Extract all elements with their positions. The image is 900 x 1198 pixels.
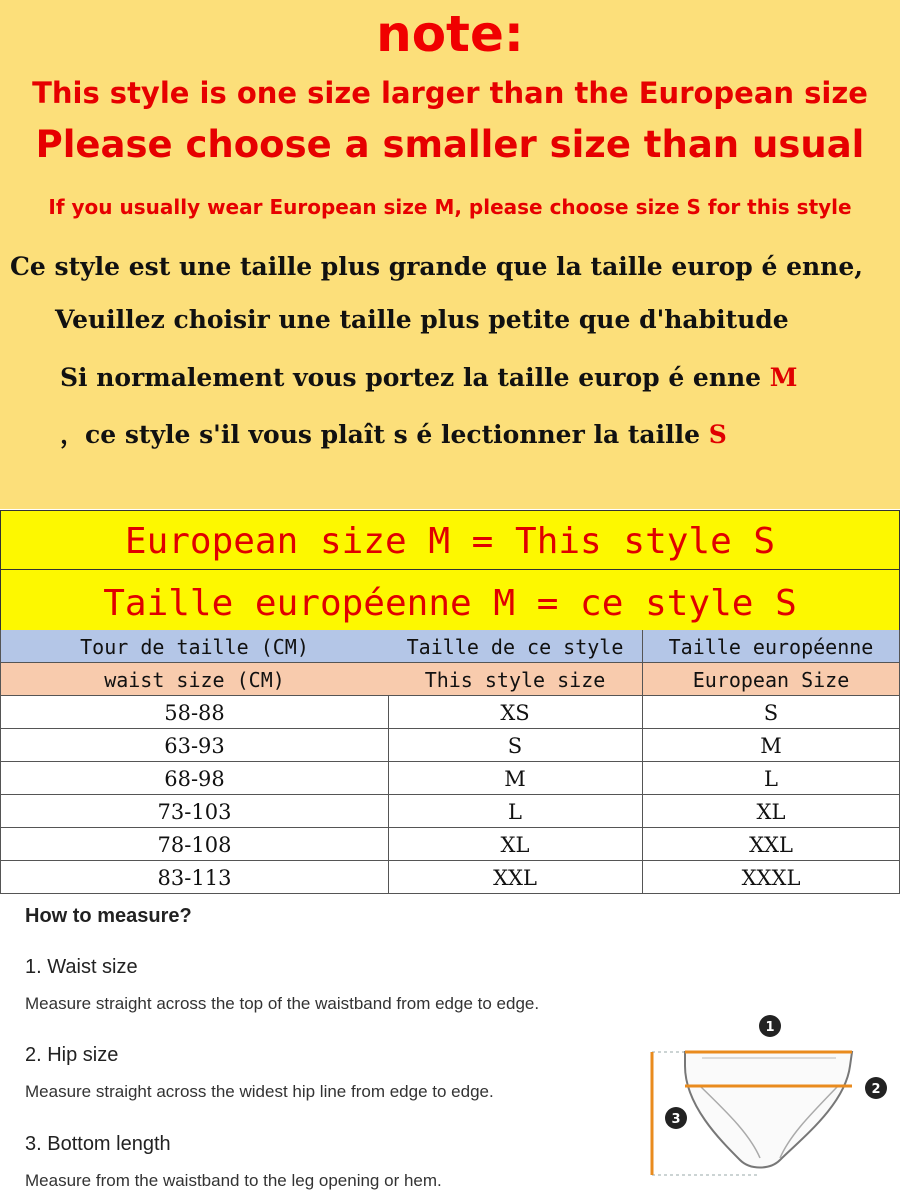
note-french-line-2: Veuillez choisir une taille plus petite que d'habitude: [55, 305, 789, 334]
marker-1-label: 1: [765, 1020, 775, 1035]
step-description-waist: Measure straight across the top of the waistband from edge to edge.: [25, 994, 540, 1013]
table-row: [0, 861, 900, 894]
waist-cell: 73-103: [0, 795, 389, 828]
measure-diagram: [640, 1010, 900, 1198]
european-size-cell: XXXL: [643, 861, 900, 894]
note-title: note:: [376, 5, 524, 63]
table-row: [0, 795, 900, 828]
waist-cell: 78-108: [0, 828, 389, 861]
style-size-cell: S: [388, 729, 643, 762]
step-description-length: Measure from the waistband to the leg opening or hem.: [25, 1171, 442, 1190]
european-size-cell: XXL: [643, 828, 900, 861]
header-cell: Tour de taille (CM): [0, 630, 389, 663]
table-row: [0, 762, 900, 795]
header-cell: This style size: [388, 663, 643, 696]
how-to-measure-title: How to measure?: [25, 905, 192, 927]
table-header-english: [0, 663, 900, 696]
note-french-line-1: Ce style est une taille plus grande que la taille europ é enne,: [10, 252, 863, 281]
step-heading-hip: 2. Hip size: [25, 1044, 119, 1066]
note-english-line-3: If you usually wear European size M, please choose size S for this style: [48, 195, 852, 219]
header-cell: European Size: [643, 663, 900, 696]
note-french-line-4-text: ，ce style s'il vous plaît s é lectionner la taille: [60, 420, 709, 449]
table-header-french: [0, 630, 900, 663]
note-french-size-s: S: [708, 420, 727, 449]
note-french-size-m: M: [769, 363, 798, 392]
style-size-cell: XXL: [388, 861, 643, 894]
style-size-cell: XS: [388, 696, 643, 729]
step-heading-waist: 1. Waist size: [25, 956, 138, 978]
note-english-line-2: Please choose a smaller size than usual: [35, 123, 865, 166]
european-size-cell: XL: [643, 795, 900, 828]
step-description-hip: Measure straight across the widest hip line from edge to edge.: [25, 1082, 494, 1101]
note-french-line-3: [60, 361, 797, 395]
header-cell: Taille européenne: [643, 630, 900, 663]
marker-3-label: 3: [671, 1112, 681, 1127]
banner-english-size-equivalence: European size M = This style S: [0, 510, 900, 570]
waist-cell: 63-93: [0, 729, 389, 762]
header-cell: waist size (CM): [0, 663, 389, 696]
banner-french-size-equivalence: Taille européenne M = ce style S: [0, 569, 900, 631]
style-size-cell: M: [388, 762, 643, 795]
table-row: [0, 729, 900, 762]
style-size-cell: XL: [388, 828, 643, 861]
style-size-cell: L: [388, 795, 643, 828]
header-cell: Taille de ce style: [388, 630, 643, 663]
note-english-line-1: This style is one size larger than the European size: [32, 76, 868, 110]
waist-cell: 58-88: [0, 696, 389, 729]
note-french-line-3-text: Si normalement vous portez la taille europ é enne: [60, 363, 770, 392]
european-size-cell: L: [643, 762, 900, 795]
table-row: [0, 696, 900, 729]
step-heading-length: 3. Bottom length: [25, 1133, 171, 1155]
marker-2-label: 2: [871, 1082, 881, 1097]
european-size-cell: M: [643, 729, 900, 762]
waist-cell: 83-113: [0, 861, 389, 894]
european-size-cell: S: [643, 696, 900, 729]
waist-cell: 68-98: [0, 762, 389, 795]
underwear-outline-icon: [685, 1052, 852, 1168]
note-french-line-4: [60, 418, 727, 452]
table-row: [0, 828, 900, 861]
